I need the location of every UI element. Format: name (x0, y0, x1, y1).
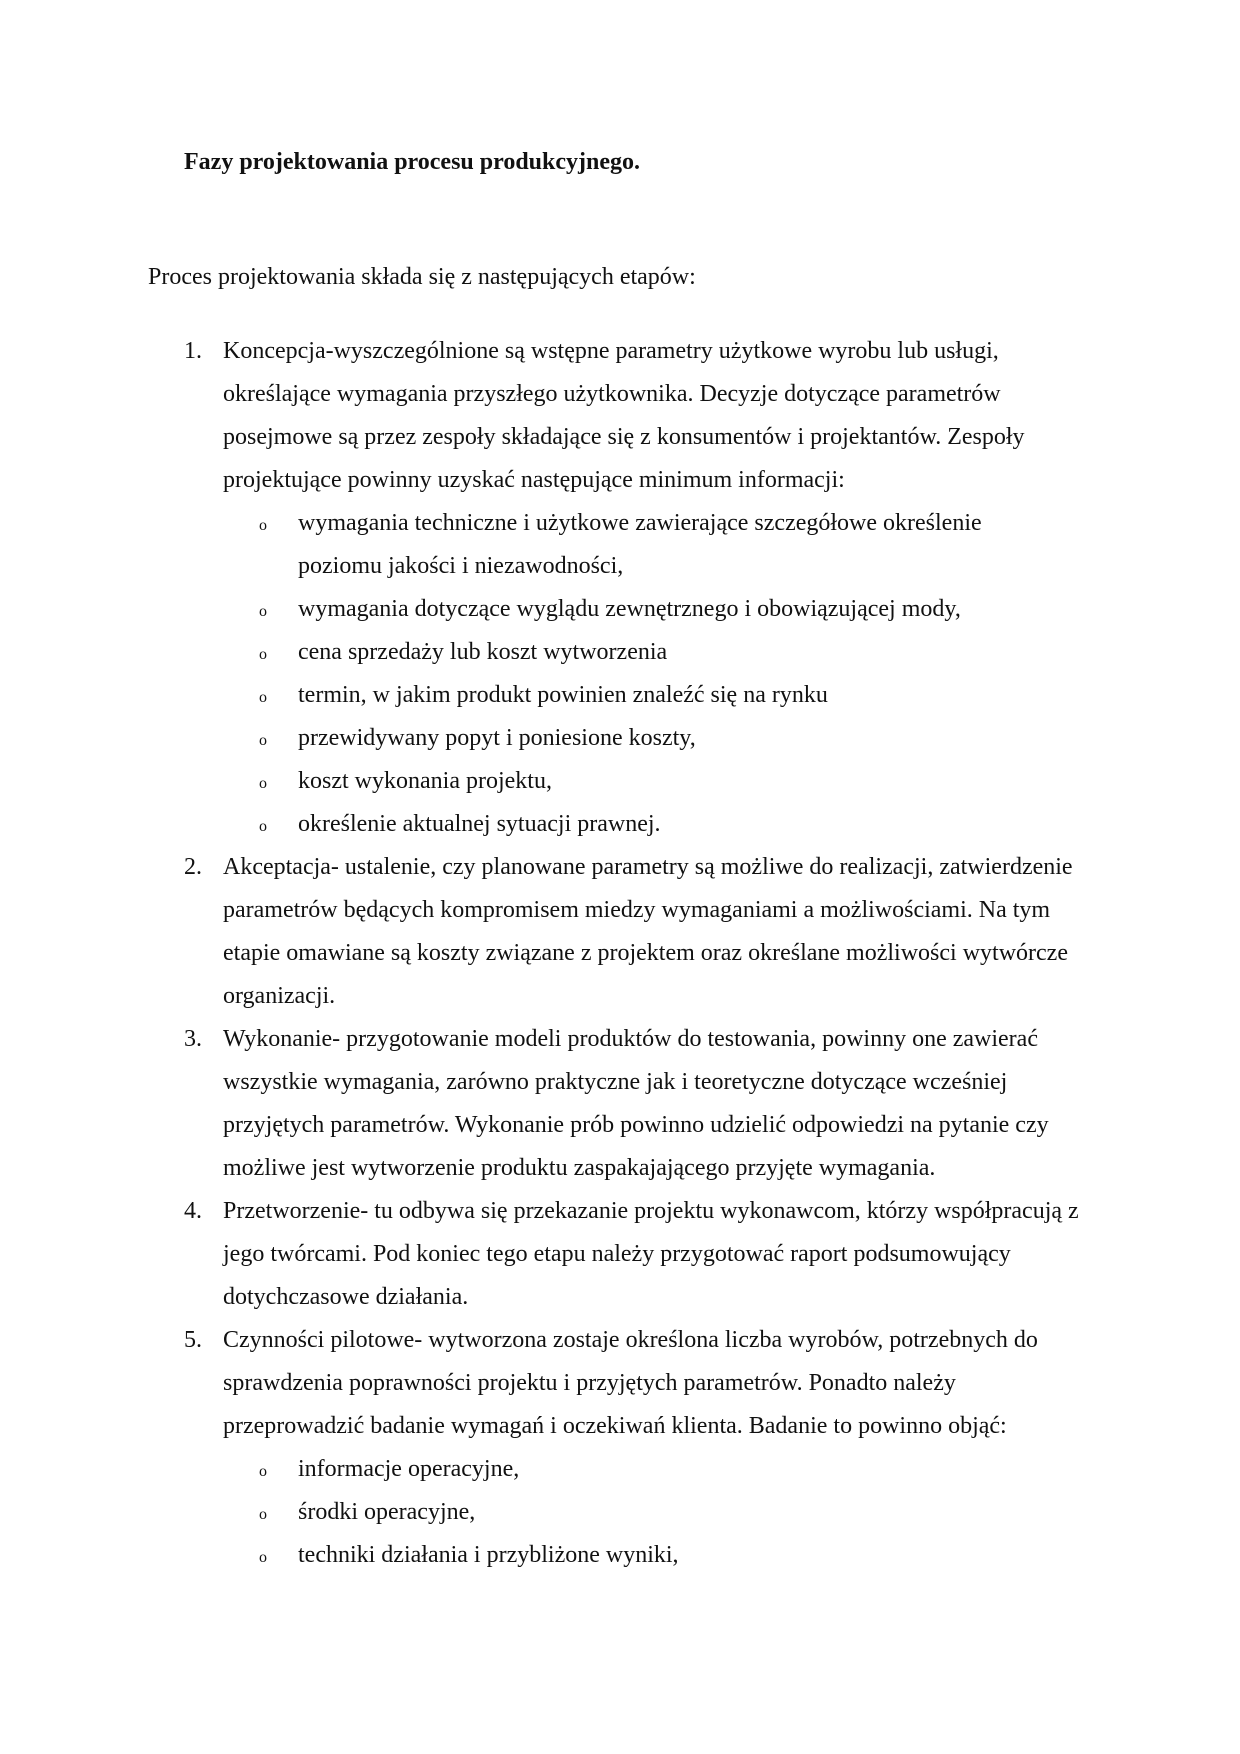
sub-list-item (223, 717, 998, 760)
sub-list-item (223, 502, 998, 588)
sub-list-item-text: wymagania techniczne i użytkowe zawierające szczegółowe określenie poziomu jakości i niezawodności, (298, 510, 982, 579)
bullet-icon: o (259, 775, 267, 792)
sub-list-item-text: cena sprzedaży lub koszt wytworzenia (298, 639, 668, 665)
list-item-number: 1. (184, 338, 202, 364)
list-item (0, 1319, 1100, 1577)
sub-list (223, 1448, 1100, 1577)
sub-list-item-text: wymagania dotyczące wyglądu zewnętrznego i obowiązującej mody, (298, 596, 961, 622)
list-item-text: Czynności pilotowe- wytworzona zostaje określona liczba wyrobów, potrzebnych do sprawdzenia poprawności projektu i przyjętych parametrów. Ponadto należy przeprowadzić badanie wymagań i oczekiwań klienta. Badanie to powinno objąć: (223, 1327, 1038, 1439)
bullet-icon: o (259, 517, 267, 534)
sub-list-item (223, 588, 998, 631)
sub-list-item-text: środki operacyjne, (298, 1499, 476, 1525)
sub-list-item-text: techniki działania i przybliżone wyniki, (298, 1542, 679, 1568)
bullet-icon: o (259, 1463, 267, 1480)
sub-list-item-text: przewidywany popyt i poniesione koszty, (298, 725, 696, 751)
sub-list-item (223, 631, 998, 674)
list-item-number: 3. (184, 1026, 202, 1052)
list-item-text: Koncepcja-wyszczególnione są wstępne parametry użytkowe wyrobu lub usługi, określające wymagania przyszłego użytkownika. Decyzje dotyczące parametrów posejmowe są przez zespoły składające się z konsumentów i projektantów. Zespoły projektujące powinny uzyskać następujące minimum informacji: (223, 338, 1025, 493)
bullet-icon: o (259, 732, 267, 749)
sub-list-item-text: informacje operacyjne, (298, 1456, 520, 1482)
list-item-text: Akceptacja- ustalenie, czy planowane parametry są możliwe do realizacji, zatwierdzenie parametrów będących kompromisem miedzy wymaganiami a możliwościami. Na tym etapie omawiane są koszty związane z projektem oraz określane możliwości wytwórcze organizacji. (223, 854, 1073, 1009)
sub-list-item (223, 803, 998, 846)
sub-list-item-text: termin, w jakim produkt powinien znaleźć się na rynku (298, 682, 828, 708)
bullet-icon: o (259, 646, 267, 663)
bullet-icon: o (259, 603, 267, 620)
list-item (0, 330, 1100, 846)
list-item-number: 5. (184, 1327, 202, 1353)
list-item (0, 846, 1100, 1018)
bullet-icon: o (259, 1549, 267, 1566)
list-item-number: 4. (184, 1198, 202, 1224)
document-title: Fazy projektowania procesu produkcyjnego. (184, 149, 641, 175)
bullet-icon: o (259, 689, 267, 706)
sub-list (223, 502, 1100, 846)
bullet-icon: o (259, 818, 267, 835)
list-item-text: Wykonanie- przygotowanie modeli produktów do testowania, powinny one zawierać wszystkie wymagania, zarówno praktyczne jak i teoretyczne dotyczące wcześniej przyjętych parametrów. Wykonanie prób powinno udzielić odpowiedzi na pytanie czy możliwe jest wytworzenie produktu zaspakajającego przyjęte wymagania. (223, 1026, 1049, 1181)
sub-list-item (223, 760, 998, 803)
phase-list (0, 330, 1240, 1577)
sub-list-item (223, 1534, 998, 1577)
list-item (0, 1018, 1100, 1190)
bullet-icon: o (259, 1506, 267, 1523)
sub-list-item (223, 1448, 998, 1491)
sub-list-item (223, 674, 998, 717)
list-item-text: Przetworzenie- tu odbywa się przekazanie projektu wykonawcom, którzy współpracują z jego twórcami. Pod koniec tego etapu należy przygotować raport podsumowujący dotychczasowe działania. (223, 1198, 1079, 1310)
intro-paragraph: Proces projektowania składa się z następujących etapów: (148, 264, 696, 290)
sub-list-item-text: określenie aktualnej sytuacji prawnej. (298, 811, 661, 837)
list-item-number: 2. (184, 854, 202, 880)
sub-list-item-text: koszt wykonania projektu, (298, 768, 552, 794)
list-item (0, 1190, 1100, 1319)
sub-list-item (223, 1491, 998, 1534)
